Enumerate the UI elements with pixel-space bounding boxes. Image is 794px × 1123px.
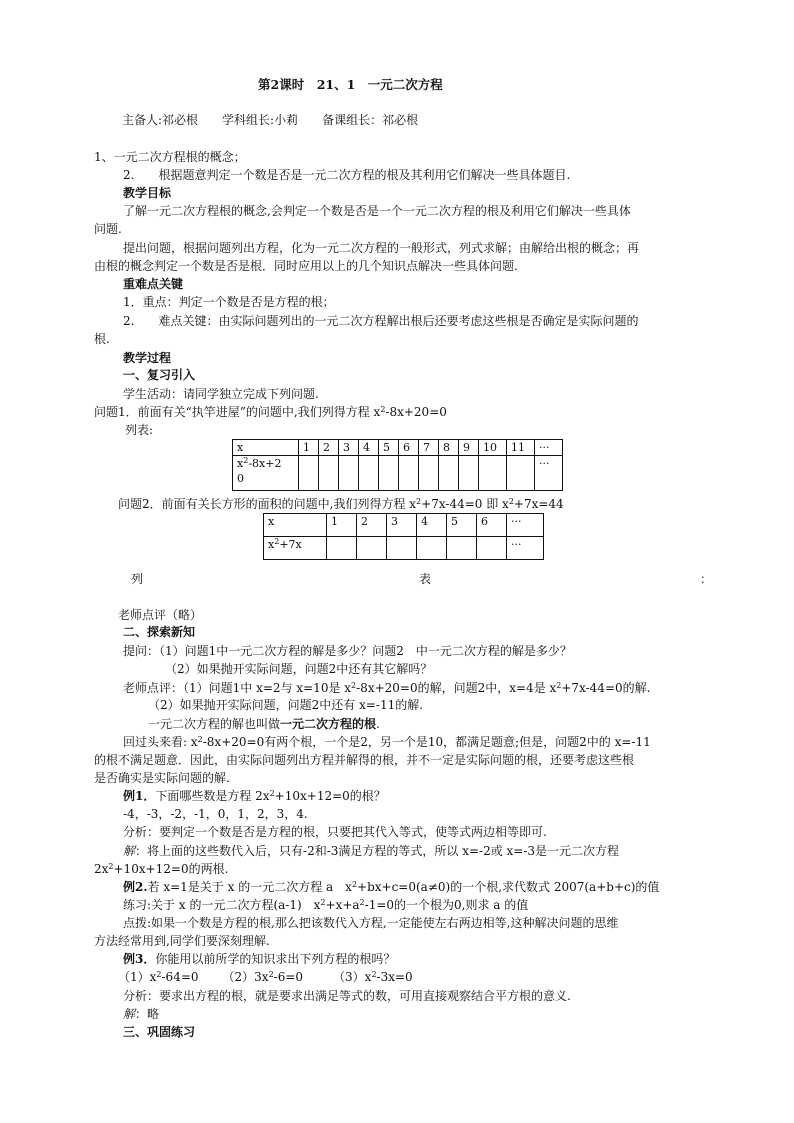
table-cell <box>357 537 387 560</box>
table-cell: ··· <box>535 456 563 491</box>
equation-3 <box>333 970 413 984</box>
definition-text: . <box>376 717 380 731</box>
table-cell: 5 <box>379 440 399 456</box>
table-cell <box>477 537 507 560</box>
comment-text: 老师点评：（1）问题1中 x=2与 x=10是 x <box>123 681 352 695</box>
example-1-text: 下面哪些数是方程 2x <box>155 789 270 803</box>
table-cell <box>447 537 477 560</box>
example-1-solution <box>123 843 619 859</box>
equation-text: -64=0 <box>161 970 199 984</box>
table-cell <box>507 456 535 491</box>
comment-text: -8x+20=0的解，问题2中，x=4是 x <box>356 681 557 695</box>
table-cell: x <box>264 514 327 537</box>
table-cell: 9 <box>459 440 479 456</box>
table-cell: 4 <box>359 440 379 456</box>
exponent: 2 <box>359 898 365 907</box>
solution-text: ：将上面的这些数代入后，只有-2和-3满足方程的等式，所以 x=-2或 x=-3是一元二次方程 <box>135 844 620 858</box>
process-heading: 教学过程 <box>123 351 172 365</box>
exponent: 2 <box>416 497 422 506</box>
table-cell: 6 <box>477 514 507 537</box>
example-2-tip: 点拨:如果一个数是方程的根,那么把该数代入方程,一定能使左右两边相等,这种解决问题的思维 <box>123 916 619 930</box>
example-3-solution <box>123 1006 159 1022</box>
equation-2 <box>223 970 304 984</box>
definition-term: 一元二次方程的根 <box>280 717 377 731</box>
page-title: 第2课时 21、1 一元二次方程 <box>258 77 443 92</box>
equation-1 <box>118 970 199 984</box>
review-text: 回过头来看: x <box>123 735 198 749</box>
exponent: 2 <box>108 862 114 871</box>
equation-text: -3x=0 <box>376 970 413 984</box>
example-2-question <box>123 879 659 895</box>
table-cell: 3 <box>339 440 359 456</box>
problem-2-equation: +7x-44=0 即 x <box>421 497 509 511</box>
row-label-part: x <box>237 457 244 470</box>
table-row <box>264 514 544 537</box>
problem-2-text: 问题2．前面有关长方形的面积的问题中,我们列得方程 x <box>118 497 417 511</box>
explore-ask-1: 提问：（1）问题1中一元二次方程的解是多少？问题2 中一元二次方程的解是多少？ <box>123 644 572 658</box>
objectives-p1a: 了解一元二次方程根的概念,会判定一个数是否是一个一元二次方程的根及利用它们解决一些具体 <box>123 204 631 218</box>
example-1-numbers: -4，-3，-2，-1，0，1，2，3，4. <box>123 807 308 821</box>
table-cell: ··· <box>507 514 544 537</box>
exponent: 2 <box>274 537 280 546</box>
table-cell: 10 <box>479 440 507 456</box>
objectives-p2b: 由根的概念判定一个数是否是根．同时应用以上的几个知识点解决一些具体问题. <box>94 259 518 273</box>
example-2-text: +bx+c=0(a≠0)的一个根,求代数式 2007(a+b+c)的值 <box>357 880 660 894</box>
review-text: -8x+20=0有两个根，一个是2，另一个是10，都满足题意;但是，问题2中的 x=-11 <box>202 735 651 749</box>
authors-line: 主备人:祁必根 学科组长:小莉 备课组长：祁必根 <box>122 113 419 127</box>
table-cell: 1 <box>299 440 319 456</box>
table-cell <box>299 456 319 491</box>
review-line-3: 是否确实是实际问题的解. <box>94 771 230 785</box>
exponent: 2 <box>351 880 358 889</box>
practice-text: -1=0的一个根为0,则求 a 的值 <box>364 898 529 912</box>
list-label-colon: ： <box>700 572 713 586</box>
example-3-equations <box>118 969 413 985</box>
table-cell: ··· <box>535 440 563 456</box>
practice-text: 练习:关于 x 的一元二次方程(a-1) x <box>123 898 321 912</box>
table-cell: x <box>233 440 299 456</box>
practice-text: +x+a <box>325 898 360 912</box>
table-cell: 3 <box>387 514 417 537</box>
list-label-biao: 表 <box>419 572 432 586</box>
example-1-analysis: 分析：要判定一个数是否是方程的根，只要把其代入等式，使等式两边相等即可. <box>123 825 547 839</box>
example-2-tip-cont: 方法经常用到,同学们要深刻理解. <box>94 934 270 948</box>
table-cell <box>419 456 439 491</box>
exponent: 2 <box>351 681 357 690</box>
equation-text: （3）x <box>333 970 372 984</box>
table-row <box>264 537 544 560</box>
table-cell: 1 <box>327 514 357 537</box>
problem-2-equation-b: +7x=44 <box>513 497 564 511</box>
table-cell: 4 <box>417 514 447 537</box>
intro-item-1: 1、一元二次方程根的概念； <box>94 150 246 164</box>
table-cell: 8 <box>439 440 459 456</box>
exponent: 2 <box>320 898 326 907</box>
exponent: 2 <box>508 497 514 506</box>
table-cell: 5 <box>447 514 477 537</box>
exponent: 2 <box>268 970 274 979</box>
table-cell <box>359 456 379 491</box>
problem-1-equation: -8x+20=0 <box>385 405 447 419</box>
table-cell <box>417 537 447 560</box>
problem-1 <box>94 404 447 420</box>
value-table-1 <box>232 439 563 491</box>
equation-text: （2）3x <box>222 970 269 984</box>
row-label-part: x <box>268 538 275 551</box>
table-row-label <box>264 537 327 560</box>
exponent: 2 <box>380 405 386 414</box>
table-cell <box>387 537 417 560</box>
table-cell <box>339 456 359 491</box>
exponent: 2 <box>371 970 377 979</box>
teacher-comment: 老师点评（略） <box>118 608 203 622</box>
section-practice-heading: 三、巩固练习 <box>123 1025 196 1039</box>
list-label: 列表: <box>125 423 154 437</box>
table-cell <box>459 456 479 491</box>
section-explore-heading: 二、探索新知 <box>123 625 196 639</box>
problem-1-text: 问题1．前面有关“执竿进屋”的问题中,我们列得方程 x <box>94 405 381 419</box>
example-3-text: 你能用以前所学的知识求出下列方程的根吗？ <box>155 952 396 966</box>
table-cell: 2 <box>319 440 339 456</box>
objectives-p1b: 问题. <box>94 222 122 236</box>
exponent: 2 <box>556 681 562 690</box>
problem-2 <box>118 496 564 512</box>
table-row <box>233 440 563 456</box>
solution-text: 2x <box>94 862 109 876</box>
objectives-heading: 教学目标 <box>123 186 172 200</box>
example-1-label: 例1． <box>123 789 156 803</box>
root-definition <box>148 716 380 732</box>
table-cell <box>439 456 459 491</box>
explore-ask-2: （2）如果抛开实际问题，问题2中还有其它解吗？ <box>165 662 433 676</box>
explore-comment-1 <box>123 680 650 696</box>
review-line-1 <box>123 734 651 750</box>
student-activity: 学生活动：请同学独立完成下列问题. <box>123 387 319 401</box>
row-label-part: 0 <box>237 472 244 485</box>
review-line-2: 的根不满足题意．因此，由实际问题列出方程并解得的根，并不一定是实际问题的根，还要考虑这些根 <box>94 753 635 767</box>
exponent: 2 <box>269 789 275 798</box>
solution-label: 解 <box>123 1007 136 1021</box>
table-row-label <box>233 456 299 491</box>
keypoints-k1: 1．重点：判定一个数是否是方程的根； <box>123 295 335 309</box>
example-3-label: 例3． <box>123 952 156 966</box>
table-cell <box>479 456 507 491</box>
example-3-question <box>123 951 395 967</box>
example-3-analysis: 分析：要求出方程的根，就是要求出满足等式的数，可用直接观察结合平方根的意义. <box>123 989 571 1003</box>
table-cell: 6 <box>399 440 419 456</box>
objectives-p2a: 提出问题，根据问题列出方程，化为一元二次方程的一般形式，列式求解；由解给出根的概念；再 <box>123 241 640 255</box>
solution-label: 解 <box>123 844 136 858</box>
table-cell: 11 <box>507 440 535 456</box>
example-1-question <box>123 788 386 804</box>
explore-comment-2: （2）如果抛开实际问题，问题2中还有 x=-11的解. <box>148 698 424 712</box>
equation-text: （1）x <box>118 970 157 984</box>
intro-item-2: 2. 根据题意判定一个数是否是一元二次方程的根及其利用它们解决一些具体题目. <box>123 168 571 182</box>
row-label-part: -8x+2 <box>248 457 282 470</box>
row-label-part: +7x <box>279 538 302 551</box>
example-2-label: 例2. <box>123 880 148 894</box>
keypoints-heading: 重难点关键 <box>123 277 184 291</box>
equation-text: -6=0 <box>273 970 304 984</box>
example-1-solution-cont <box>94 861 228 877</box>
table-cell <box>327 537 357 560</box>
keypoints-k2a: 2. 难点关键：由实际问题列出的一元二次方程解出根后还要考虑这些根是否确定是实际问题的 <box>123 314 639 328</box>
solution-text: ：略 <box>135 1007 160 1021</box>
example-2-text: 若 x=1是关于 x 的一元二次方程 a x <box>147 880 352 894</box>
exponent: 2 <box>243 456 249 465</box>
value-table-2 <box>263 513 544 560</box>
table-cell: 2 <box>357 514 387 537</box>
exponent: 2 <box>156 970 162 979</box>
keypoints-k2b: 根. <box>94 332 110 346</box>
comment-text: +7x-44=0的解. <box>561 681 651 695</box>
section-review-heading: 一、复习引入 <box>123 368 196 382</box>
list-label-lie: 列 <box>131 572 144 586</box>
table-cell <box>399 456 419 491</box>
table-cell: 7 <box>419 440 439 456</box>
example-2-practice <box>123 897 528 913</box>
table-cell <box>319 456 339 491</box>
table-row <box>233 456 563 491</box>
table-cell <box>379 456 399 491</box>
definition-text: 一元二次方程的解也叫做 <box>148 717 281 731</box>
solution-text: +10x+12=0的两根. <box>113 862 229 876</box>
exponent: 2 <box>197 735 203 744</box>
example-1-text: +10x+12=0的根？ <box>274 789 386 803</box>
table-cell: ··· <box>507 537 544 560</box>
